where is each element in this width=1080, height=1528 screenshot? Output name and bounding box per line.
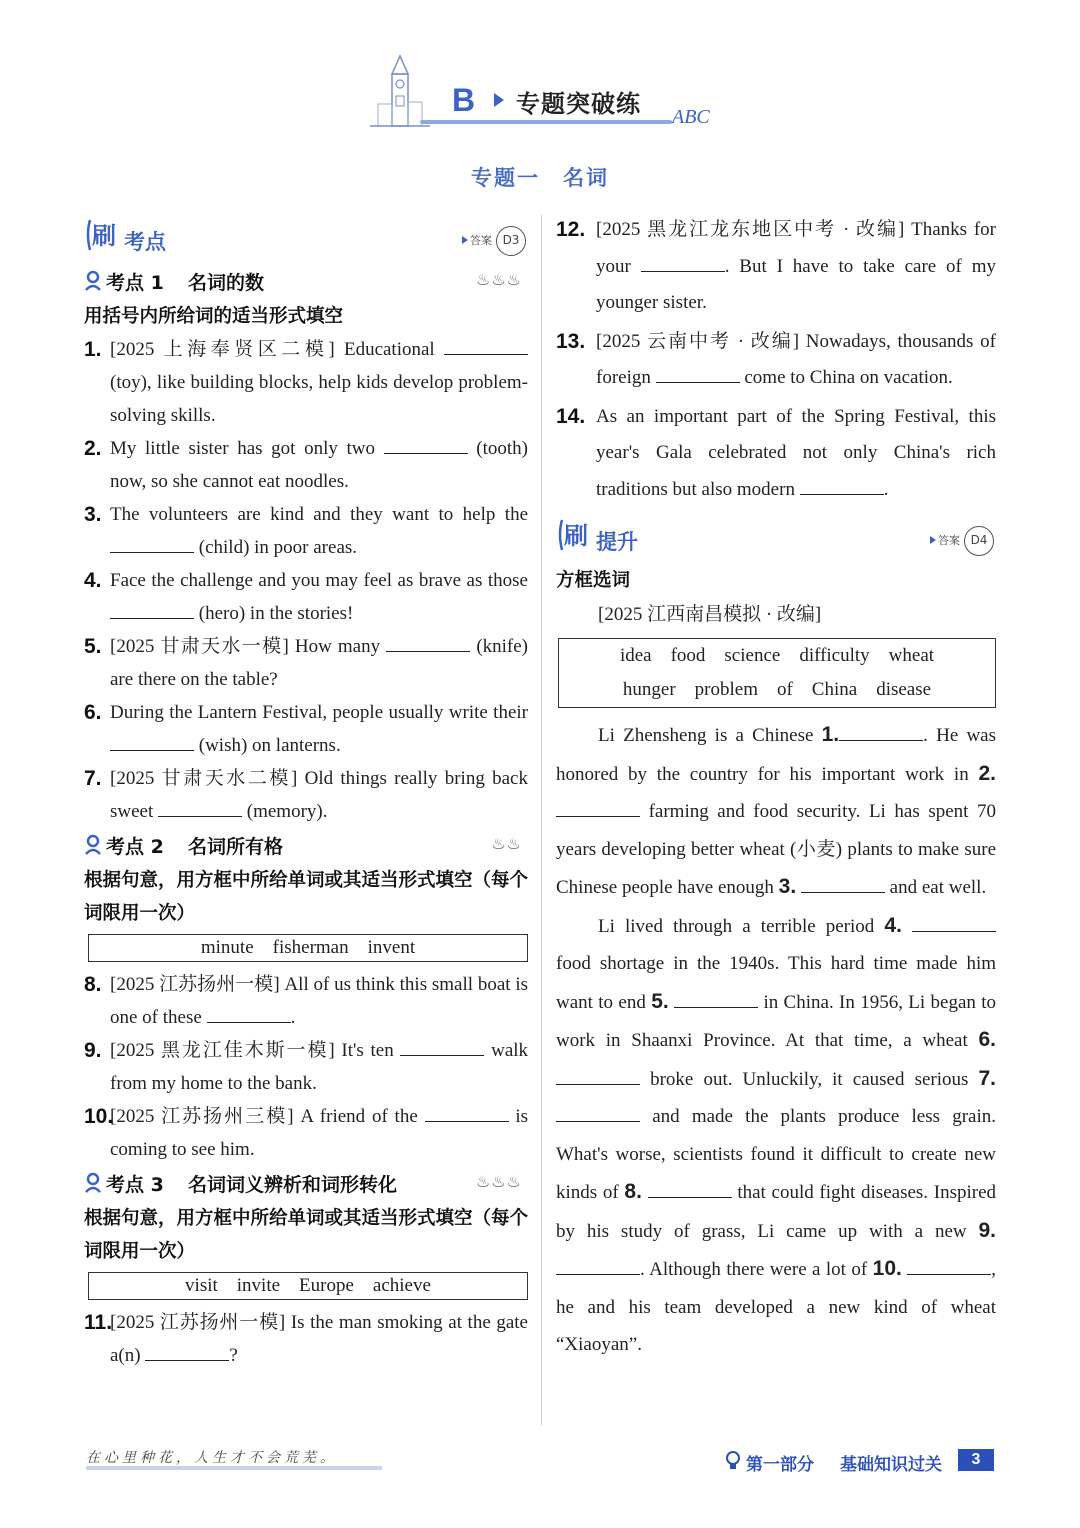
passage-text: . Although there were a lot of — [640, 1259, 868, 1280]
answer-blank[interactable] — [400, 1036, 484, 1056]
kaodian-3-header — [84, 1166, 528, 1202]
answer-code: D4 — [964, 526, 994, 556]
question-text: (wish) on lanterns. — [198, 735, 341, 756]
question-text: come to China on vacation. — [744, 367, 953, 388]
answer-blank[interactable] — [207, 1003, 291, 1023]
location-pin-icon — [84, 1172, 102, 1194]
kaodian-name: 名词词义辨析和词形转化 — [188, 1174, 398, 1196]
location-pin-icon — [84, 834, 102, 856]
question-item — [84, 498, 528, 564]
question-group-3 — [84, 1306, 528, 1372]
answer-code: D3 — [496, 226, 526, 256]
question-number: 5. — [84, 635, 102, 658]
question-number: 1. — [84, 338, 102, 361]
triangle-icon — [494, 93, 504, 107]
answer-label: 答案 — [470, 234, 492, 247]
question-item — [84, 432, 528, 498]
question-text: . — [290, 1007, 296, 1028]
answer-blank[interactable] — [425, 1102, 509, 1122]
question-item — [556, 212, 996, 322]
triangle-icon — [462, 236, 468, 244]
question-number: 12. — [556, 218, 586, 241]
question-text: (memory). — [246, 801, 328, 822]
question-text: [2025 江苏扬州三模] A friend of the — [110, 1106, 418, 1127]
word-box — [558, 638, 996, 708]
blank-number: 4. — [884, 913, 902, 937]
page-header — [360, 52, 720, 142]
blank-number: 2. — [978, 761, 997, 785]
right-column — [556, 212, 996, 1364]
blank-number: 1. — [821, 723, 840, 746]
question-text: [2025 甘肃天水一模] How many — [110, 636, 381, 657]
question-number: 8. — [84, 973, 102, 996]
question-item — [84, 564, 528, 630]
section-letter: B — [452, 82, 476, 118]
instruction: 方框选词 — [556, 570, 631, 591]
blank-number: 7. — [978, 1066, 997, 1090]
section-kaodian-header — [84, 212, 528, 264]
question-text: walk from my home to the bank. — [110, 1040, 529, 1094]
question-text: is coming to see him. — [110, 1106, 529, 1160]
question-number: 11. — [84, 1311, 113, 1334]
word-box-row: idea food science difficulty wheat — [619, 645, 935, 666]
answer-blank[interactable] — [656, 363, 740, 383]
source-citation: [2025 江西南昌模拟 · 改编] — [598, 604, 822, 625]
passage-paragraph-2 — [556, 907, 996, 1364]
question-text: During the Lantern Festival, people usually write their — [110, 702, 528, 723]
instruction: 根据句意，用方框中所给单词或其适当形式填空（每个词限用一次） — [84, 1208, 529, 1262]
question-number: 14. — [556, 404, 586, 428]
question-text: My little sister has got only two — [110, 438, 376, 459]
word-box: visit invite Europe achieve — [88, 1272, 528, 1300]
kaodian-name: 名词所有格 — [188, 836, 284, 858]
column-divider — [541, 215, 542, 1425]
answer-blank[interactable] — [384, 434, 468, 454]
question-group-1 — [84, 333, 528, 828]
answer-blank[interactable] — [648, 1178, 732, 1198]
footer-subtitle: 基础知识过关 — [840, 1455, 942, 1475]
lightbulb-icon — [724, 1450, 742, 1472]
answer-blank[interactable] — [158, 797, 242, 817]
question-text: . — [883, 478, 889, 500]
svg-text:刷: 刷 — [92, 222, 116, 250]
question-text: [2025 江苏扬州一模] All of us think this small boat is one of these — [110, 974, 528, 1028]
question-item — [84, 696, 528, 762]
question-number: 9. — [84, 1039, 102, 1062]
section-label: 提升 — [596, 529, 638, 554]
answer-blank[interactable] — [556, 797, 640, 817]
answer-blank[interactable] — [674, 988, 758, 1008]
passage-text: and eat well. — [889, 877, 987, 898]
passage-paragraph-1 — [556, 716, 996, 907]
question-item — [84, 762, 528, 828]
question-text: As an important part of the Spring Festival, this year's Gala celebrated not only China's rich traditions but also modern — [596, 405, 996, 500]
answer-blank[interactable] — [801, 873, 885, 893]
answer-label: 答案 — [938, 534, 960, 547]
answer-blank[interactable] — [800, 475, 884, 495]
word-box: minute fisherman invent — [88, 934, 528, 962]
blank-number: 9. — [978, 1218, 996, 1242]
passage-text: , he and his team developed a new kind of wheat “Xiaoyan”. — [556, 1259, 997, 1355]
blank-number: 6. — [978, 1028, 997, 1051]
question-group-4 — [556, 212, 996, 508]
question-number: 13. — [556, 329, 586, 353]
header-abc: ABC — [672, 106, 710, 128]
question-text: ? — [229, 1345, 238, 1366]
shua-badge-icon — [84, 216, 118, 254]
answer-ref[interactable] — [462, 226, 526, 256]
question-item — [84, 1034, 528, 1100]
answer-blank[interactable] — [556, 1102, 640, 1122]
question-item — [556, 324, 996, 397]
kaodian-1-header — [84, 264, 528, 300]
answer-blank[interactable] — [556, 1255, 640, 1275]
passage-text: and made the plants produce less grain. What's worse, scientists found it difficult to create new kinds of — [556, 1106, 996, 1203]
header-title: 专题突破练 — [516, 90, 641, 118]
passage-text: . He was honored by the country for his important work in — [556, 725, 997, 785]
instruction: 用括号内所给词的适当形式填空 — [84, 306, 344, 327]
question-number: 4. — [84, 569, 102, 592]
footer-motto: 在心里种花，人生才不会荒芜。 — [86, 1450, 338, 1466]
blank-number: 8. — [624, 1180, 642, 1203]
question-text: Face the challenge and you may feel as brave as those — [110, 570, 528, 591]
question-item — [84, 968, 528, 1034]
page-number: 3 — [958, 1449, 994, 1471]
question-item — [556, 399, 996, 509]
question-number: 3. — [84, 503, 102, 526]
question-text: (hero) in the stories! — [198, 603, 354, 624]
question-item — [84, 1306, 528, 1372]
question-number: 2. — [84, 437, 102, 460]
question-number: 6. — [84, 701, 102, 724]
answer-blank[interactable] — [444, 335, 528, 355]
answer-blank[interactable] — [641, 252, 725, 272]
passage-text: broke out. Unluckily, it caused serious — [650, 1068, 969, 1090]
question-text: . But I have to take care of my younger sister. — [596, 255, 997, 313]
question-text: [2025 云南中考 · 改编] Nowadays, thousands of foreign — [596, 330, 996, 388]
section-tisheng-header — [556, 512, 996, 564]
question-text: [2025 江苏扬州一模] Is the man smoking at the gate a(n) — [110, 1312, 528, 1366]
answer-blank[interactable] — [556, 1065, 640, 1085]
passage-text: food shortage in the 1940s. This hard time made him want to end — [556, 953, 996, 1013]
answer-blank[interactable] — [839, 721, 923, 741]
question-text: (tooth) now, so she cannot eat noodles. — [110, 438, 529, 492]
kaodian-title: 考点 3 — [106, 1174, 164, 1196]
flame-icon: ♨♨♨ — [475, 1172, 522, 1191]
instruction: 根据句意，用方框中所给单词或其适当形式填空（每个词限用一次） — [84, 870, 529, 924]
question-text: The volunteers are kind and they want to help the — [110, 504, 528, 525]
passage-text: Li Zhensheng is a Chinese — [598, 725, 814, 746]
question-text: [2025 黑龙江佳木斯一模] It's ten — [110, 1040, 394, 1061]
triangle-icon — [930, 536, 936, 544]
question-text: (knife) are there on the table? — [110, 636, 529, 690]
question-item — [84, 333, 528, 432]
answer-blank[interactable] — [110, 731, 194, 751]
answer-blank[interactable] — [110, 533, 194, 553]
question-number: 10. — [84, 1105, 114, 1128]
blank-number: 10. — [872, 1257, 902, 1280]
left-column — [84, 212, 528, 1372]
shua-badge-icon — [556, 516, 590, 554]
question-group-2 — [84, 968, 528, 1166]
question-text: [2025 黑龙江龙东地区中考 · 改编] Thanks for your — [596, 219, 996, 277]
passage-text: Li lived through a terrible period — [598, 915, 875, 937]
kaodian-title: 考点 2 — [106, 836, 164, 858]
question-text: (toy), like building blocks, help kids develop problem-solving skills. — [110, 372, 528, 426]
answer-blank[interactable] — [386, 632, 470, 652]
svg-text:刷: 刷 — [564, 522, 588, 550]
blank-number: 5. — [651, 989, 669, 1013]
flame-icon: ♨♨♨ — [475, 270, 522, 289]
answer-blank[interactable] — [907, 1255, 991, 1275]
section-label: 考点 — [124, 229, 166, 254]
flame-icon: ♨♨ — [491, 834, 522, 853]
question-text: (child) in poor areas. — [198, 537, 358, 558]
topic-title: 专题一 名词 — [471, 166, 609, 190]
passage-text: in China. In 1956, Li began to work in Shaanxi Province. At that time, a wheat — [556, 991, 997, 1051]
footer-part: 第一部分 — [746, 1455, 814, 1475]
header-underline — [420, 120, 672, 124]
question-item — [84, 630, 528, 696]
question-text: [2025 甘肃天水二模] Old things really bring back sweet — [110, 768, 528, 822]
question-text: [2025 上海奉贤区二模] Educational — [110, 339, 435, 360]
answer-ref[interactable] — [930, 526, 994, 556]
answer-blank[interactable] — [912, 912, 996, 932]
answer-blank[interactable] — [145, 1341, 229, 1361]
question-item — [84, 1100, 528, 1166]
kaodian-name: 名词的数 — [188, 272, 265, 294]
word-box-row: hunger problem of China disease — [622, 679, 932, 700]
location-pin-icon — [84, 270, 102, 292]
kaodian-title: 考点 1 — [106, 272, 164, 294]
answer-blank[interactable] — [110, 599, 194, 619]
passage-text: that could fight diseases. Inspired by his study of grass, Li came up with a new — [556, 1182, 996, 1242]
question-number: 7. — [84, 767, 102, 790]
blank-number: 3. — [778, 875, 797, 898]
kaodian-2-header — [84, 828, 528, 864]
passage-text: farming and food security. Li has spent 70 years developing better wheat (小麦) plants to make sure Chinese people have enough — [556, 801, 996, 898]
